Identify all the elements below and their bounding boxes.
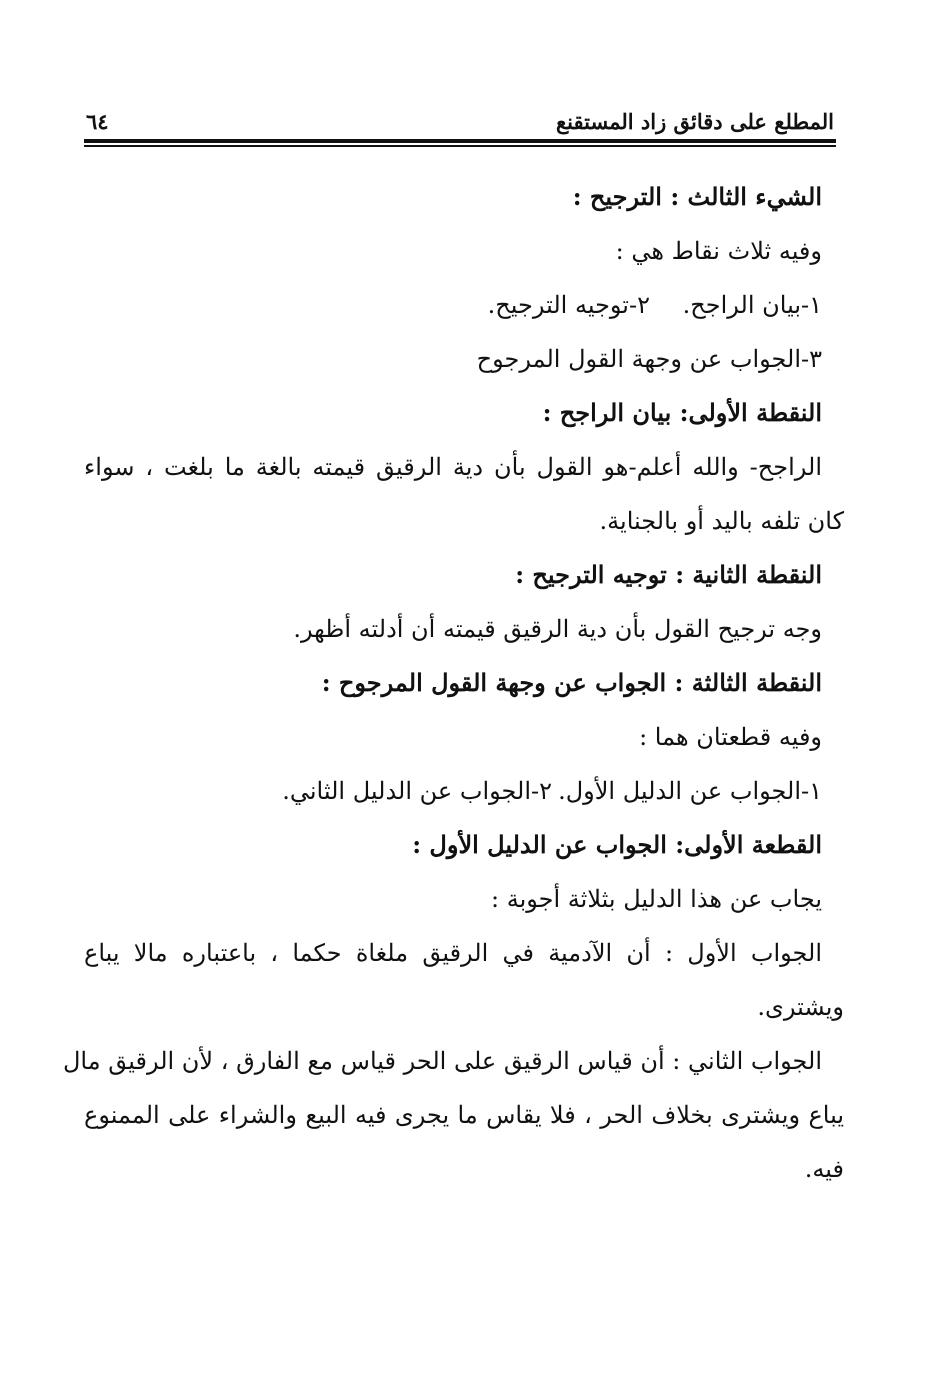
paragraph-line: فيه. (804, 1155, 844, 1183)
list-item: ٢-توجيه الترجيح. (487, 291, 650, 319)
list-row (92, 764, 822, 818)
page-number: ٦٤ (86, 109, 109, 134)
paragraph-line: الجواب الأول : أن الآدمية في الرقيق ملغاة حكما ، باعتباره مالا يباع (84, 939, 822, 967)
list-item: ٣-الجواب عن وجهة القول المرجوح (476, 345, 822, 373)
section-heading: الشيء الثالث : الترجيح : (572, 182, 822, 211)
list-item: ١-بيان الراجح. (682, 291, 822, 319)
paragraph-line: يباع ويشترى بخلاف الحر ، فلا يقاس ما يجرى فيه البيع والشراء على الممنوع (84, 1101, 844, 1129)
subheading: النقطة الأولى: بيان الراجح : (542, 398, 822, 427)
subheading: النقطة الثانية : توجيه الترجيح : (515, 560, 822, 589)
page-header (86, 100, 834, 134)
paragraph-line: كان تلفه باليد أو بالجناية. (599, 507, 844, 535)
paragraph-line: الراجح- والله أعلم-هو القول بأن دية الرقيق قيمته بالغة ما بلغت ، سواء (84, 453, 822, 481)
text-line: يجاب عن هذا الدليل بثلاثة أجوبة : (491, 885, 822, 913)
paragraph-line: الجواب الثاني : أن قياس الرقيق على الحر قياس مع الفارق ، لأن الرقيق مال (62, 1047, 822, 1075)
page-body (62, 170, 844, 1196)
paragraph-line: وجه ترجيح القول بأن دية الرقيق قيمته أن أدلته أظهر. (293, 615, 822, 643)
text-line: وفيه ثلاث نقاط هي : (615, 237, 822, 265)
running-title: المطلع على دقائق زاد المستقنع (555, 109, 834, 134)
list-item: ٢-الجواب عن الدليل الثاني. (282, 777, 552, 805)
subheading: القطعة الأولى: الجواب عن الدليل الأول : (412, 830, 822, 859)
header-rule-thick (84, 139, 836, 143)
subheading: النقطة الثالثة : الجواب عن وجهة القول المرجوح : (321, 668, 822, 697)
paragraph-line: ويشترى. (757, 993, 844, 1021)
list-row (92, 278, 822, 332)
header-rule-thin (84, 145, 836, 147)
text-line: وفيه قطعتان هما : (639, 723, 822, 751)
list-item: ١-الجواب عن الدليل الأول. (558, 777, 822, 805)
